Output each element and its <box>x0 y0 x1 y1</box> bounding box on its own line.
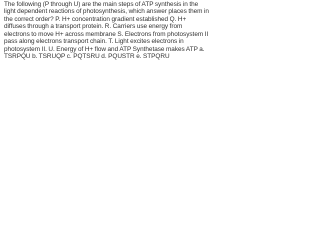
document-page <box>0 0 213 88</box>
question-text: The following (P through U) are the main steps of ATP synthesis in the light dependent reactions of photosynthesis, which answer places them in the correct order? P. H+ concentration gradient established Q. H+ diffuses through a transport protein. R. Carriers use energy from electrons to move H+ across membrane S. Electrons from photosystem II pass along electrons transport chain. T. Light excites electrons in photosystem II. U. Energy of H+ flow and ATP Synthetase makes ATP a. TSRPQU b. TSRUQP c. PQTSRU d. PQUSTR e. STPQRU <box>4 1 209 61</box>
